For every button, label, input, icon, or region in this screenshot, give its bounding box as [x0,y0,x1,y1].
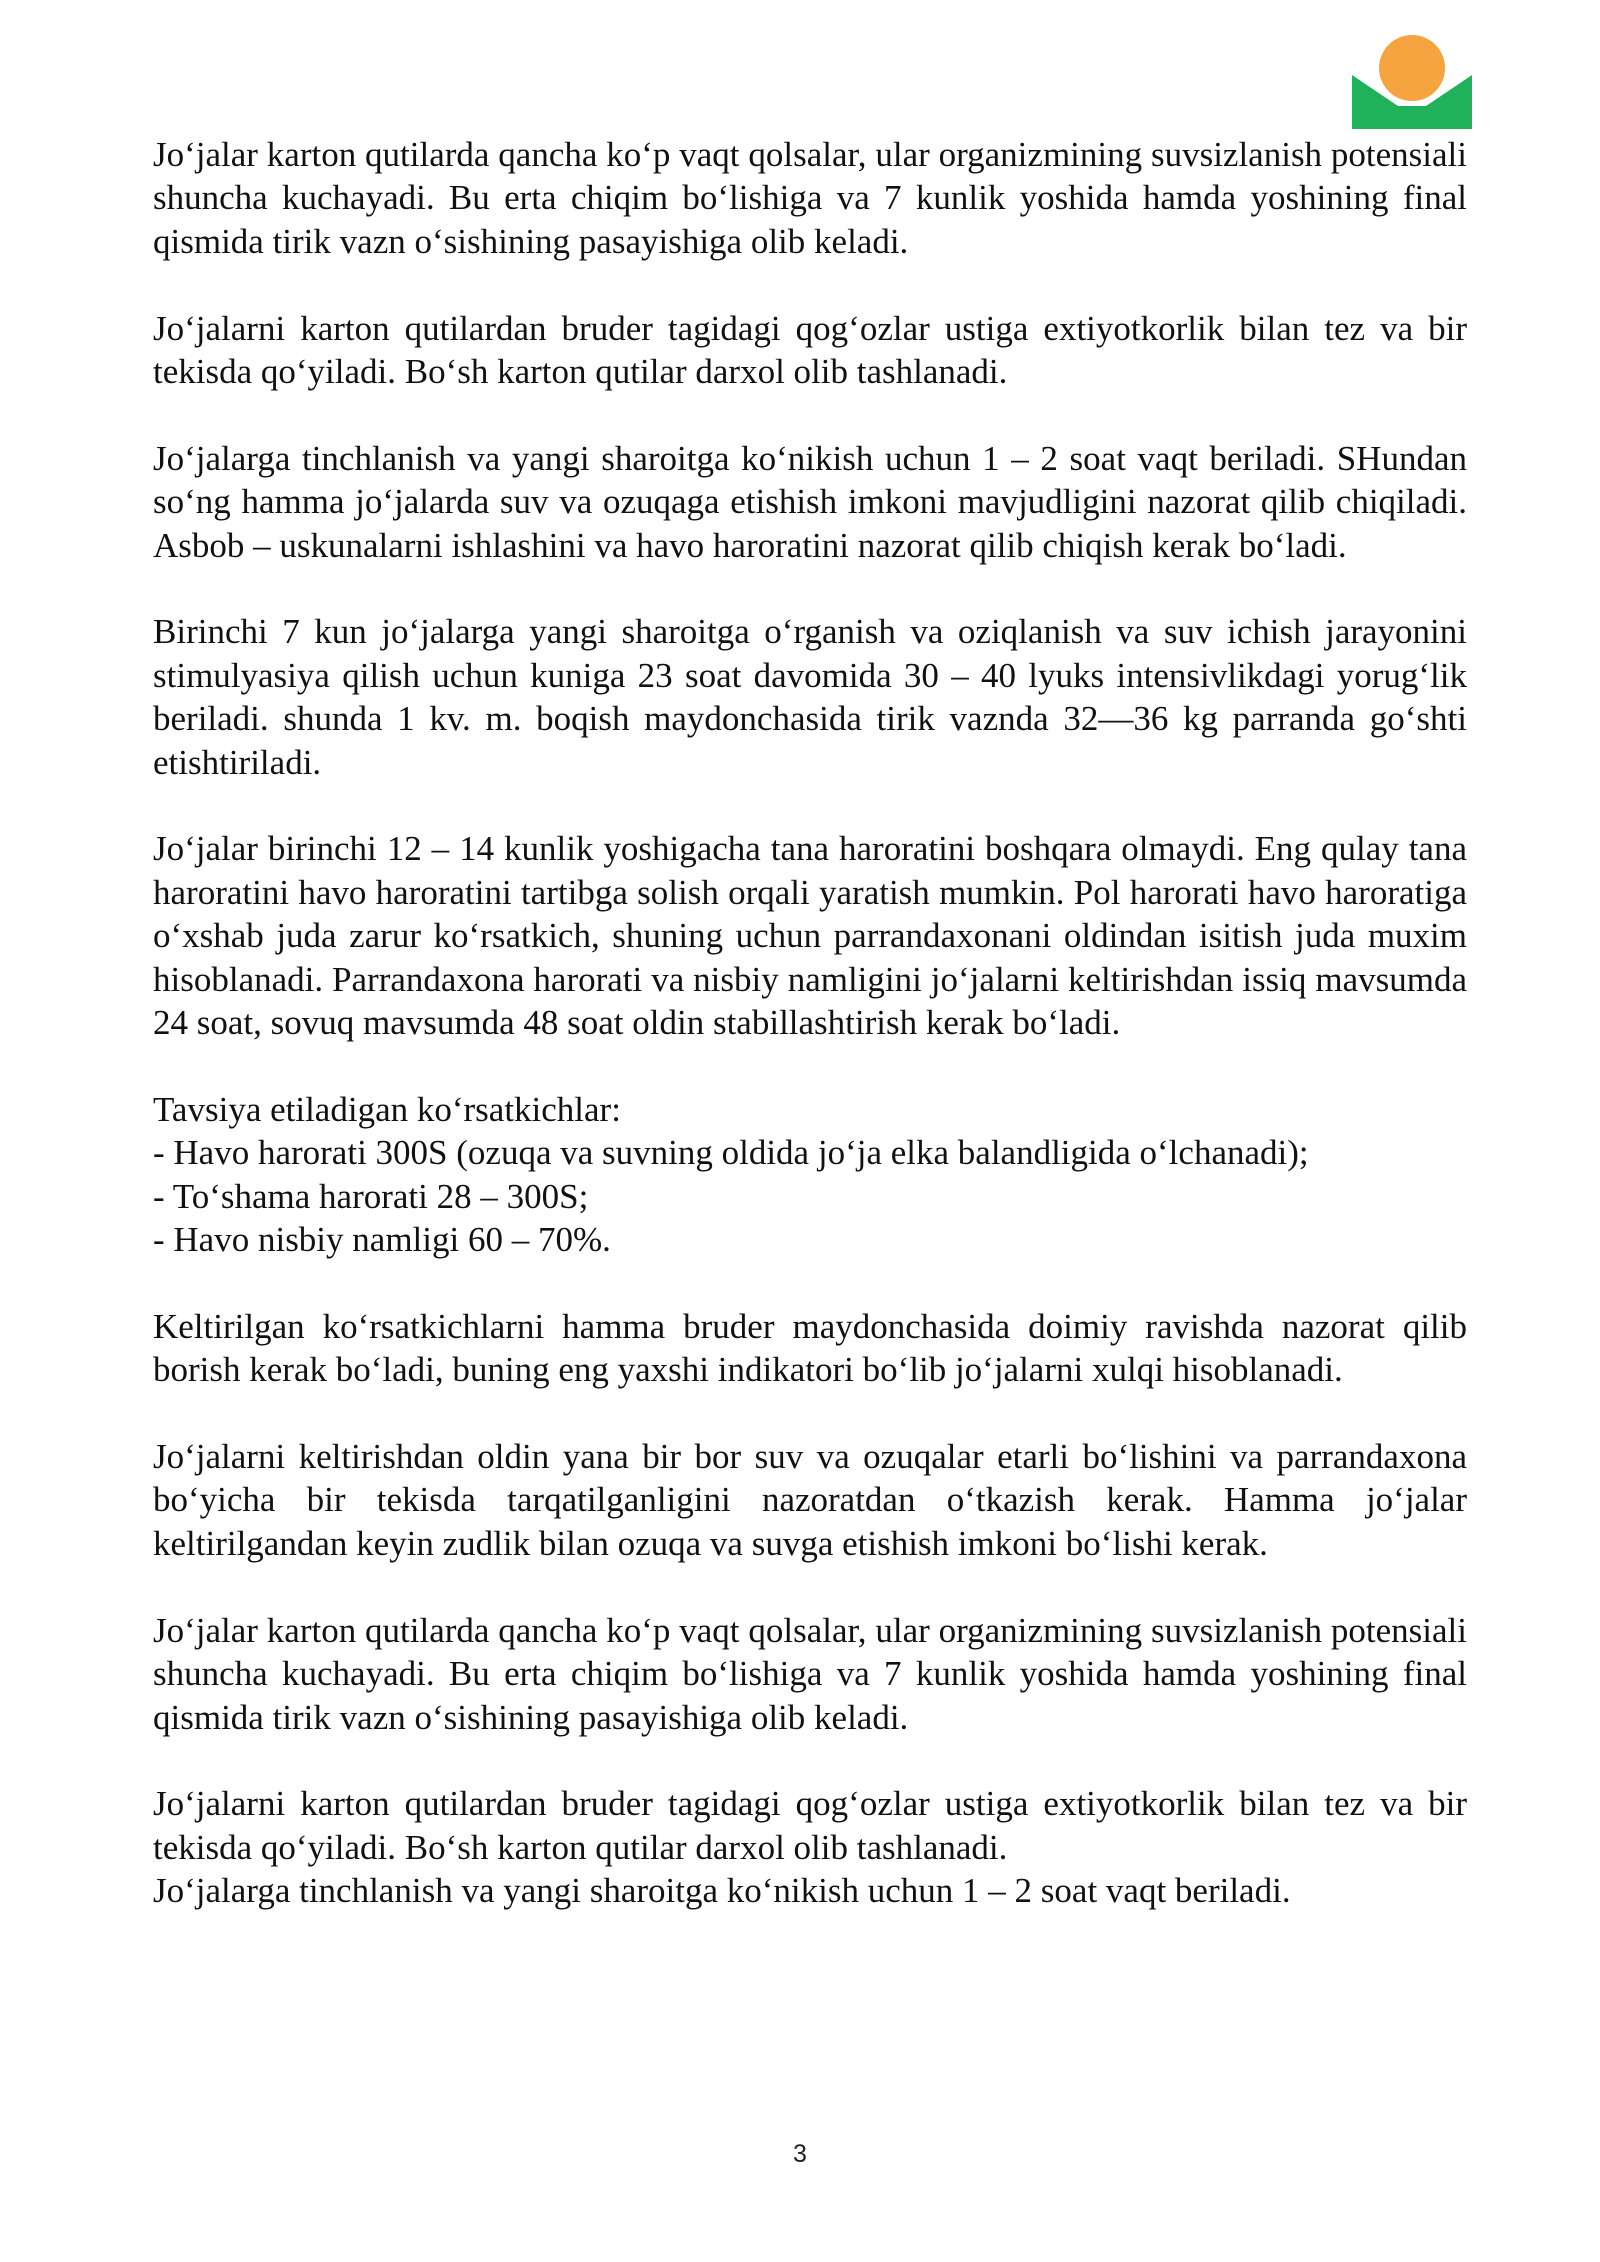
list-item: - Havo nisbiy namligi 60 – 70%. [153,1220,611,1260]
paragraph: Jo‘jalarga tinchlanish va yangi sharoitga ko‘nikish uchun 1 – 2 soat vaqt beriladi. [153,1871,1291,1911]
paragraph: Jo‘jalar birinchi 12 – 14 kunlik yoshigacha tana haroratini boshqara olmaydi. Eng qulay tana haroratini havo haroratini tartibga solish orqali yaratish mumkin. Pol harorati havo haroratiga o‘xshab juda zarur ko‘rsatkich, shuning uchun parrandaxonani oldindan isitish juda muxim hisoblanadi. Parrandaxona harorati va nisbiy namligini jo‘jalarni keltirishdan issiq mavsumda 24 soat, sovuq mavsumda 48 soat oldin stabillashtirish kerak bo‘ladi. [153,829,1467,1043]
list-item: - Havo harorati 300S (ozuqa va suvning oldida jo‘ja elka balandligida o‘lchanadi); [153,1133,1309,1173]
paragraph: Keltirilgan ko‘rsatkichlarni hamma bruder maydonchasida doimiy ravishda nazorat qilib borish kerak bo‘ladi, buning eng yaxshi indikatori bo‘lib jo‘jalarni xulqi hisoblanadi. [153,1306,1467,1390]
paragraph: Jo‘jalarni karton qutilardan bruder tagidagi qog‘ozlar ustiga extiyotkorlik bilan tez va bir tekisda qo‘yiladi. Bo‘sh karton qutilar darxol olib tashlanadi. [153,1784,1467,1867]
recommended-values-list [153,1088,1467,1262]
paragraph: Jo‘jalarga tinchlanish va yangi sharoitga ko‘nikish uchun 1 – 2 soat vaqt beriladi. SHundan so‘ng hamma jo‘jalarda suv va ozuqaga etishish imkoni mavjudligini nazorat qilib chiqiladi. Asbob – uskunalarni ishlashini va havo haroratini nazorat qilib chiqish kerak bo‘ladi. [153,438,1467,565]
paragraph: Jo‘jalarni karton qutilardan bruder tagidagi qog‘ozlar ustiga extiyotkorlik bilan tez va bir tekisda qo‘yiladi. Bo‘sh karton qutilar darxol olib tashlanadi. [153,308,1467,392]
list-item: - To‘shama harorati 28 – 300S; [153,1176,589,1216]
paragraph: Jo‘jalarni keltirishdan oldin yana bir bor suv va ozuqalar etarli bo‘lishini va parrandaxona bo‘yicha bir tekisda tarqatilganligini nazoratdan o‘tkazish kerak. Hamma jo‘jalar keltirilgandan keyin zudlik bilan ozuqa va suvga etishish imkoni bo‘lishi kerak. [153,1437,1467,1563]
document-body [153,133,1467,1913]
page-number: 3 [793,2140,807,2168]
logo-icon [1352,34,1472,129]
paragraph: Jo‘jalar karton qutilarda qancha ko‘p vaqt qolsalar, ular organizmining suvsizlanish potensiali shuncha kuchayadi. Bu erta chiqim bo‘lishiga va 7 kunlik yoshida hamda yoshining final qismida tirik vazn o‘sishining pasayishiga olib keladi. [153,1610,1467,1737]
paragraph: Birinchi 7 kun jo‘jalarga yangi sharoitga o‘rganish va oziqlanish va suv ichish jarayonini stimulyasiya qilish uchun kuniga 23 soat davomida 30 – 40 lyuks intensivlikdagi yorug‘lik beriladi. shunda 1 kv. m. boqish maydonchasida tirik vaznda 32—36 kg parranda go‘shti etishtiriladi. [153,612,1467,782]
list-heading: Tavsiya etiladigan ko‘rsatkichlar: [153,1089,621,1129]
paragraph: Jo‘jalar karton qutilarda qancha ko‘p vaqt qolsalar, ular organizmining suvsizlanish potensiali shuncha kuchayadi. Bu erta chiqim bo‘lishiga va 7 kunlik yoshida hamda yoshining final qismida tirik vazn o‘sishining pasayishiga olib keladi. [153,135,1467,261]
